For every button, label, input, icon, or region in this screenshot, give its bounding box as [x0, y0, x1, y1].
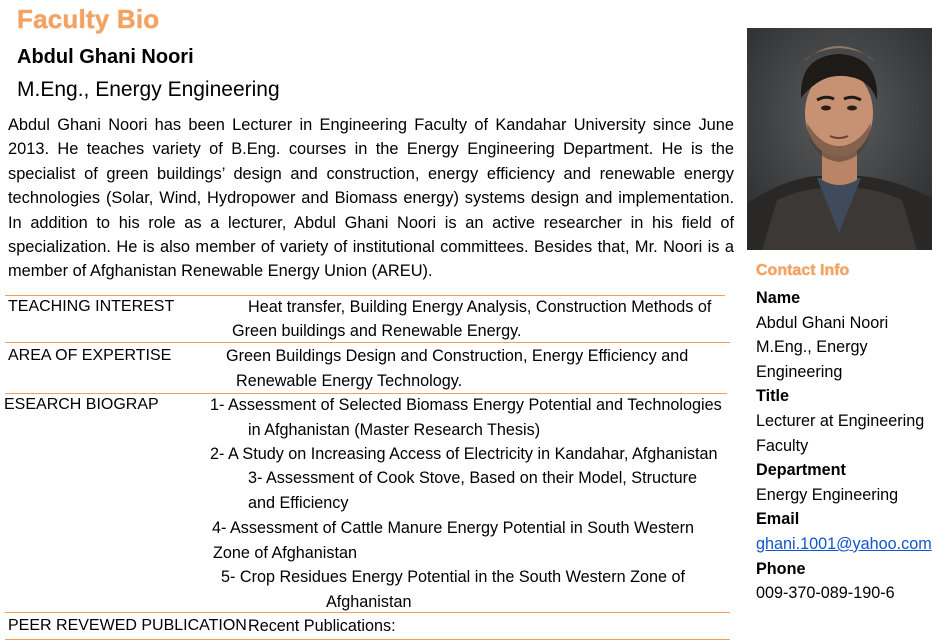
research-item-cont: Afghanistan — [326, 593, 412, 611]
research-item: 2- A Study on Increasing Access of Electricity in Kandahar, Afghanistan — [210, 445, 718, 463]
bio-paragraph: Abdul Ghani Noori has been Lecturer in Engineering Faculty of Kandahar University since June 2013. He teaches variety of B.Eng. courses in the Energy Engineering Department. He is the specialist of green buildings’ design and construction, energy efficiency and renewable energy technologies (Solar, Wind, Hydropower and Biomass energy) systems design and implementation. In addition to his role as a lecturer, Abdul Ghani Noori is an active researcher in his field of specialization. He is also member of variety of institutional committees. Besides that, Mr. Noori is a member of Afghanistan Renewable Energy Union (AREU). — [8, 116, 734, 281]
teaching-interest-label: TEACHING INTEREST — [8, 298, 175, 315]
teaching-interest-line2: Green buildings and Renewable Energy. — [232, 322, 522, 340]
research-item-cont: Zone of Afghanistan — [213, 544, 357, 562]
contact-phone: 009-370-089-190-6 — [756, 584, 895, 603]
email-link[interactable]: ghani.1001@yahoo.com — [756, 534, 932, 553]
peer-reviewed-publication-label: PEER REVEWED PUBLICATION — [8, 617, 247, 634]
divider — [5, 342, 730, 343]
research-item-cont: and Efficiency — [248, 494, 349, 512]
research-item-cont: in Afghanistan (Master Research Thesis) — [248, 421, 541, 439]
profile-photo — [747, 28, 932, 250]
contact-degree-line2: Engineering — [756, 362, 843, 381]
name-label: Name — [756, 289, 801, 307]
contact-info-heading: Contact Info — [756, 262, 850, 279]
area-of-expertise-line2: Renewable Energy Technology. — [236, 372, 463, 390]
contact-title-line2: Faculty — [756, 436, 809, 455]
contact-title-line1: Lecturer at Engineering — [756, 411, 925, 430]
faculty-degree: M.Eng., Energy Engineering — [17, 78, 280, 101]
contact-department: Energy Engineering — [756, 485, 899, 504]
title-label: Title — [756, 387, 789, 406]
phone-label: Phone — [756, 559, 806, 578]
contact-info-panel — [756, 286, 942, 606]
email-label: Email — [756, 510, 800, 529]
divider — [5, 639, 730, 640]
contact-degree-line1: M.Eng., Energy — [756, 338, 868, 357]
area-of-expertise-label: AREA OF EXPERTISE — [8, 347, 172, 364]
research-biography-label: ESEARCH BIOGRAP — [4, 396, 159, 413]
divider — [5, 612, 730, 613]
research-item: 3- Assessment of Cook Stove, Based on their Model, Structure — [248, 469, 697, 487]
department-label: Department — [756, 461, 846, 480]
contact-name: Abdul Ghani Noori — [756, 313, 889, 332]
teaching-interest-line1: Heat transfer, Building Energy Analysis, Construction Methods of — [248, 298, 712, 316]
research-item: 1- Assessment of Selected Biomass Energy Potential and Technologies — [210, 396, 722, 414]
page-heading: Faculty Bio — [17, 4, 160, 34]
faculty-name: Abdul Ghani Noori — [17, 46, 194, 68]
recent-publications-text: Recent Publications: — [248, 617, 396, 635]
area-of-expertise-line1: Green Buildings Design and Construction, Energy Efficiency and — [226, 347, 689, 365]
research-item: 4- Assessment of Cattle Manure Energy Potential in South Western — [212, 519, 694, 537]
research-item: 5- Crop Residues Energy Potential in the South Western Zone of — [221, 568, 685, 586]
